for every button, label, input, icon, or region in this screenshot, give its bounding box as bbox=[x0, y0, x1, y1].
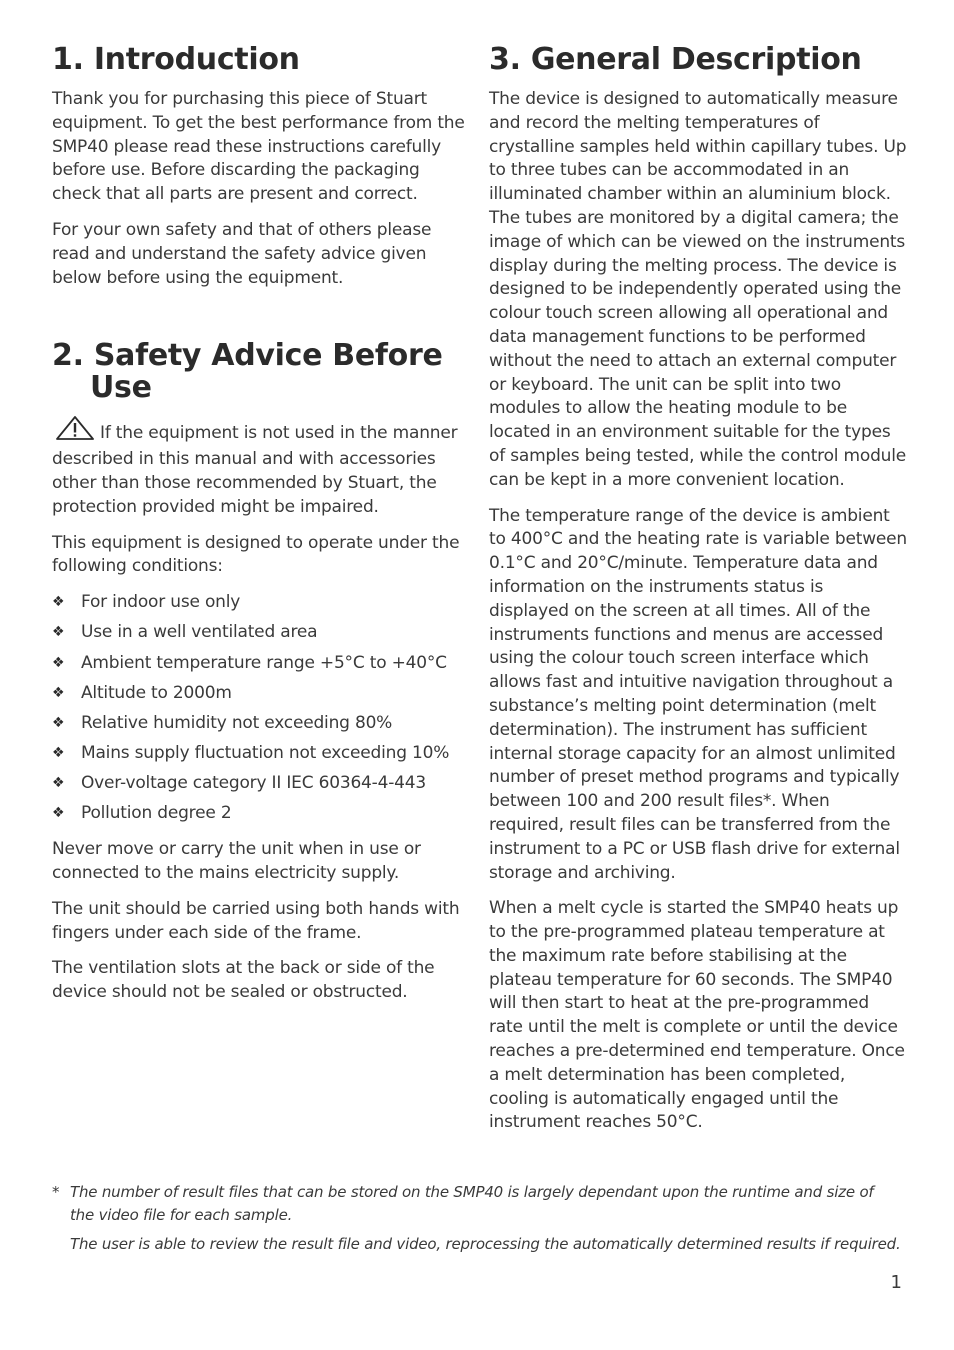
safety-paragraph: The ventilation slots at the back or side of the device should not be sealed or obstructed. bbox=[52, 958, 435, 1003]
footnote-marker: * bbox=[52, 1183, 60, 1201]
conditions-intro: This equipment is designed to operate under the following conditions: bbox=[52, 532, 460, 577]
conditions-list bbox=[52, 591, 468, 826]
diamond-bullet-icon: ❖ bbox=[52, 594, 65, 611]
diamond-bullet-icon: ❖ bbox=[52, 714, 65, 731]
list-item: ❖ Altitude to 2000m bbox=[52, 682, 468, 706]
list-item: ❖ Over-voltage category II IEC 60364-4-443 bbox=[52, 772, 468, 796]
diamond-bullet-icon: ❖ bbox=[52, 624, 65, 641]
warning-triangle-icon bbox=[56, 416, 94, 448]
diamond-bullet-icon: ❖ bbox=[52, 745, 65, 762]
list-item: ❖ Relative humidity not exceeding 80% bbox=[52, 712, 468, 736]
list-item: ❖ Ambient temperature range +5°C to +40°C bbox=[52, 652, 468, 676]
list-item: ❖ Pollution degree 2 bbox=[52, 802, 468, 826]
footnote-text: The user is able to review the result file and video, reprocessing the automatically determined results if required. bbox=[70, 1235, 901, 1253]
diamond-bullet-icon: ❖ bbox=[52, 775, 65, 792]
safety-paragraph: Never move or carry the unit when in use or connected to the mains electricity supply. bbox=[52, 839, 421, 884]
footnote-text: The number of result files that can be stored on the SMP40 is largely dependant upon the runtime and size of the video file for each sample. bbox=[70, 1183, 874, 1224]
intro-paragraph: For your own safety and that of others please read and understand the safety advice given below before using the equipment. bbox=[52, 219, 432, 288]
description-paragraph: The temperature range of the device is ambient to 400°C and the heating rate is variable between 0.1°C and 20°C/minute. Temperature data and information on the instruments status is displayed on the screen at all times. All of the instruments functions and menus are accessed using the colour touch screen interface which allows fast and intuitive navigation throughout a substance’s melting point determination (melt determination). The instrument has sufficient internal storage capacity for an almost unlimited number of preset method programs and typically between 100 and 200 result files*. When required, result files can be transferred from the instrument to a PC or USB flash drive for external storage and archiving. bbox=[489, 505, 908, 883]
safety-heading: 2. Safety Advice Before Use bbox=[52, 338, 443, 406]
diamond-bullet-icon: ❖ bbox=[52, 805, 65, 822]
intro-paragraph: Thank you for purchasing this piece of Stuart equipment. To get the best performance from the SMP40 please read these instructions carefully before use. Before discarding the packaging check that all parts are present and correct. bbox=[52, 89, 465, 205]
list-item: ❖ For indoor use only bbox=[52, 591, 468, 615]
description-paragraph: The device is designed to automatically measure and record the melting temperatures of crystalline samples held within capillary tubes. Up to three tubes can be accommodated in an illuminated chamber within an aluminium block. The tubes are monitored by a digital camera; the image of which can be viewed on the instruments display during the melting process. The device is designed to be independently operated using the colour touch screen allowing all operational and data management functions to be performed without the need to attach an external computer or keyboard. The unit can be split into two modules to allow the heating module to be located in an environment suitable for the types of samples being tested, while the control module can be kept in a more convenient location. bbox=[489, 89, 907, 490]
list-item: ❖ Use in a well ventilated area bbox=[52, 621, 468, 645]
left-column bbox=[52, 44, 468, 1017]
safety-warning-text: If the equipment is not used in the manner described in this manual and with accessories other than those recommended by Stuart, the protection provided might be impaired. bbox=[52, 423, 458, 517]
page-number: 1 bbox=[890, 1272, 902, 1293]
safety-warning-paragraph bbox=[52, 416, 468, 519]
footnote bbox=[52, 1181, 902, 1262]
safety-paragraph: The unit should be carried using both hands with fingers under each side of the frame. bbox=[52, 898, 460, 943]
description-paragraph: When a melt cycle is started the SMP40 heats up to the pre-programmed plateau temperature at the maximum rate before stabilising at the plateau temperature for 60 seconds. The SMP40 will then start to heat at the pre-programmed rate until the melt is complete or until the device reaches a pre-determined end temperature. Once a melt determination has been completed, cooling is automatically engaged until the instrument reaches 50°C. bbox=[489, 898, 905, 1133]
diamond-bullet-icon: ❖ bbox=[52, 684, 65, 701]
introduction-heading: 1. Introduction bbox=[52, 42, 300, 77]
general-description-heading: 3. General Description bbox=[489, 42, 862, 77]
diamond-bullet-icon: ❖ bbox=[52, 654, 65, 671]
right-column bbox=[489, 44, 907, 1147]
list-item: ❖ Mains supply fluctuation not exceeding 10% bbox=[52, 742, 468, 766]
